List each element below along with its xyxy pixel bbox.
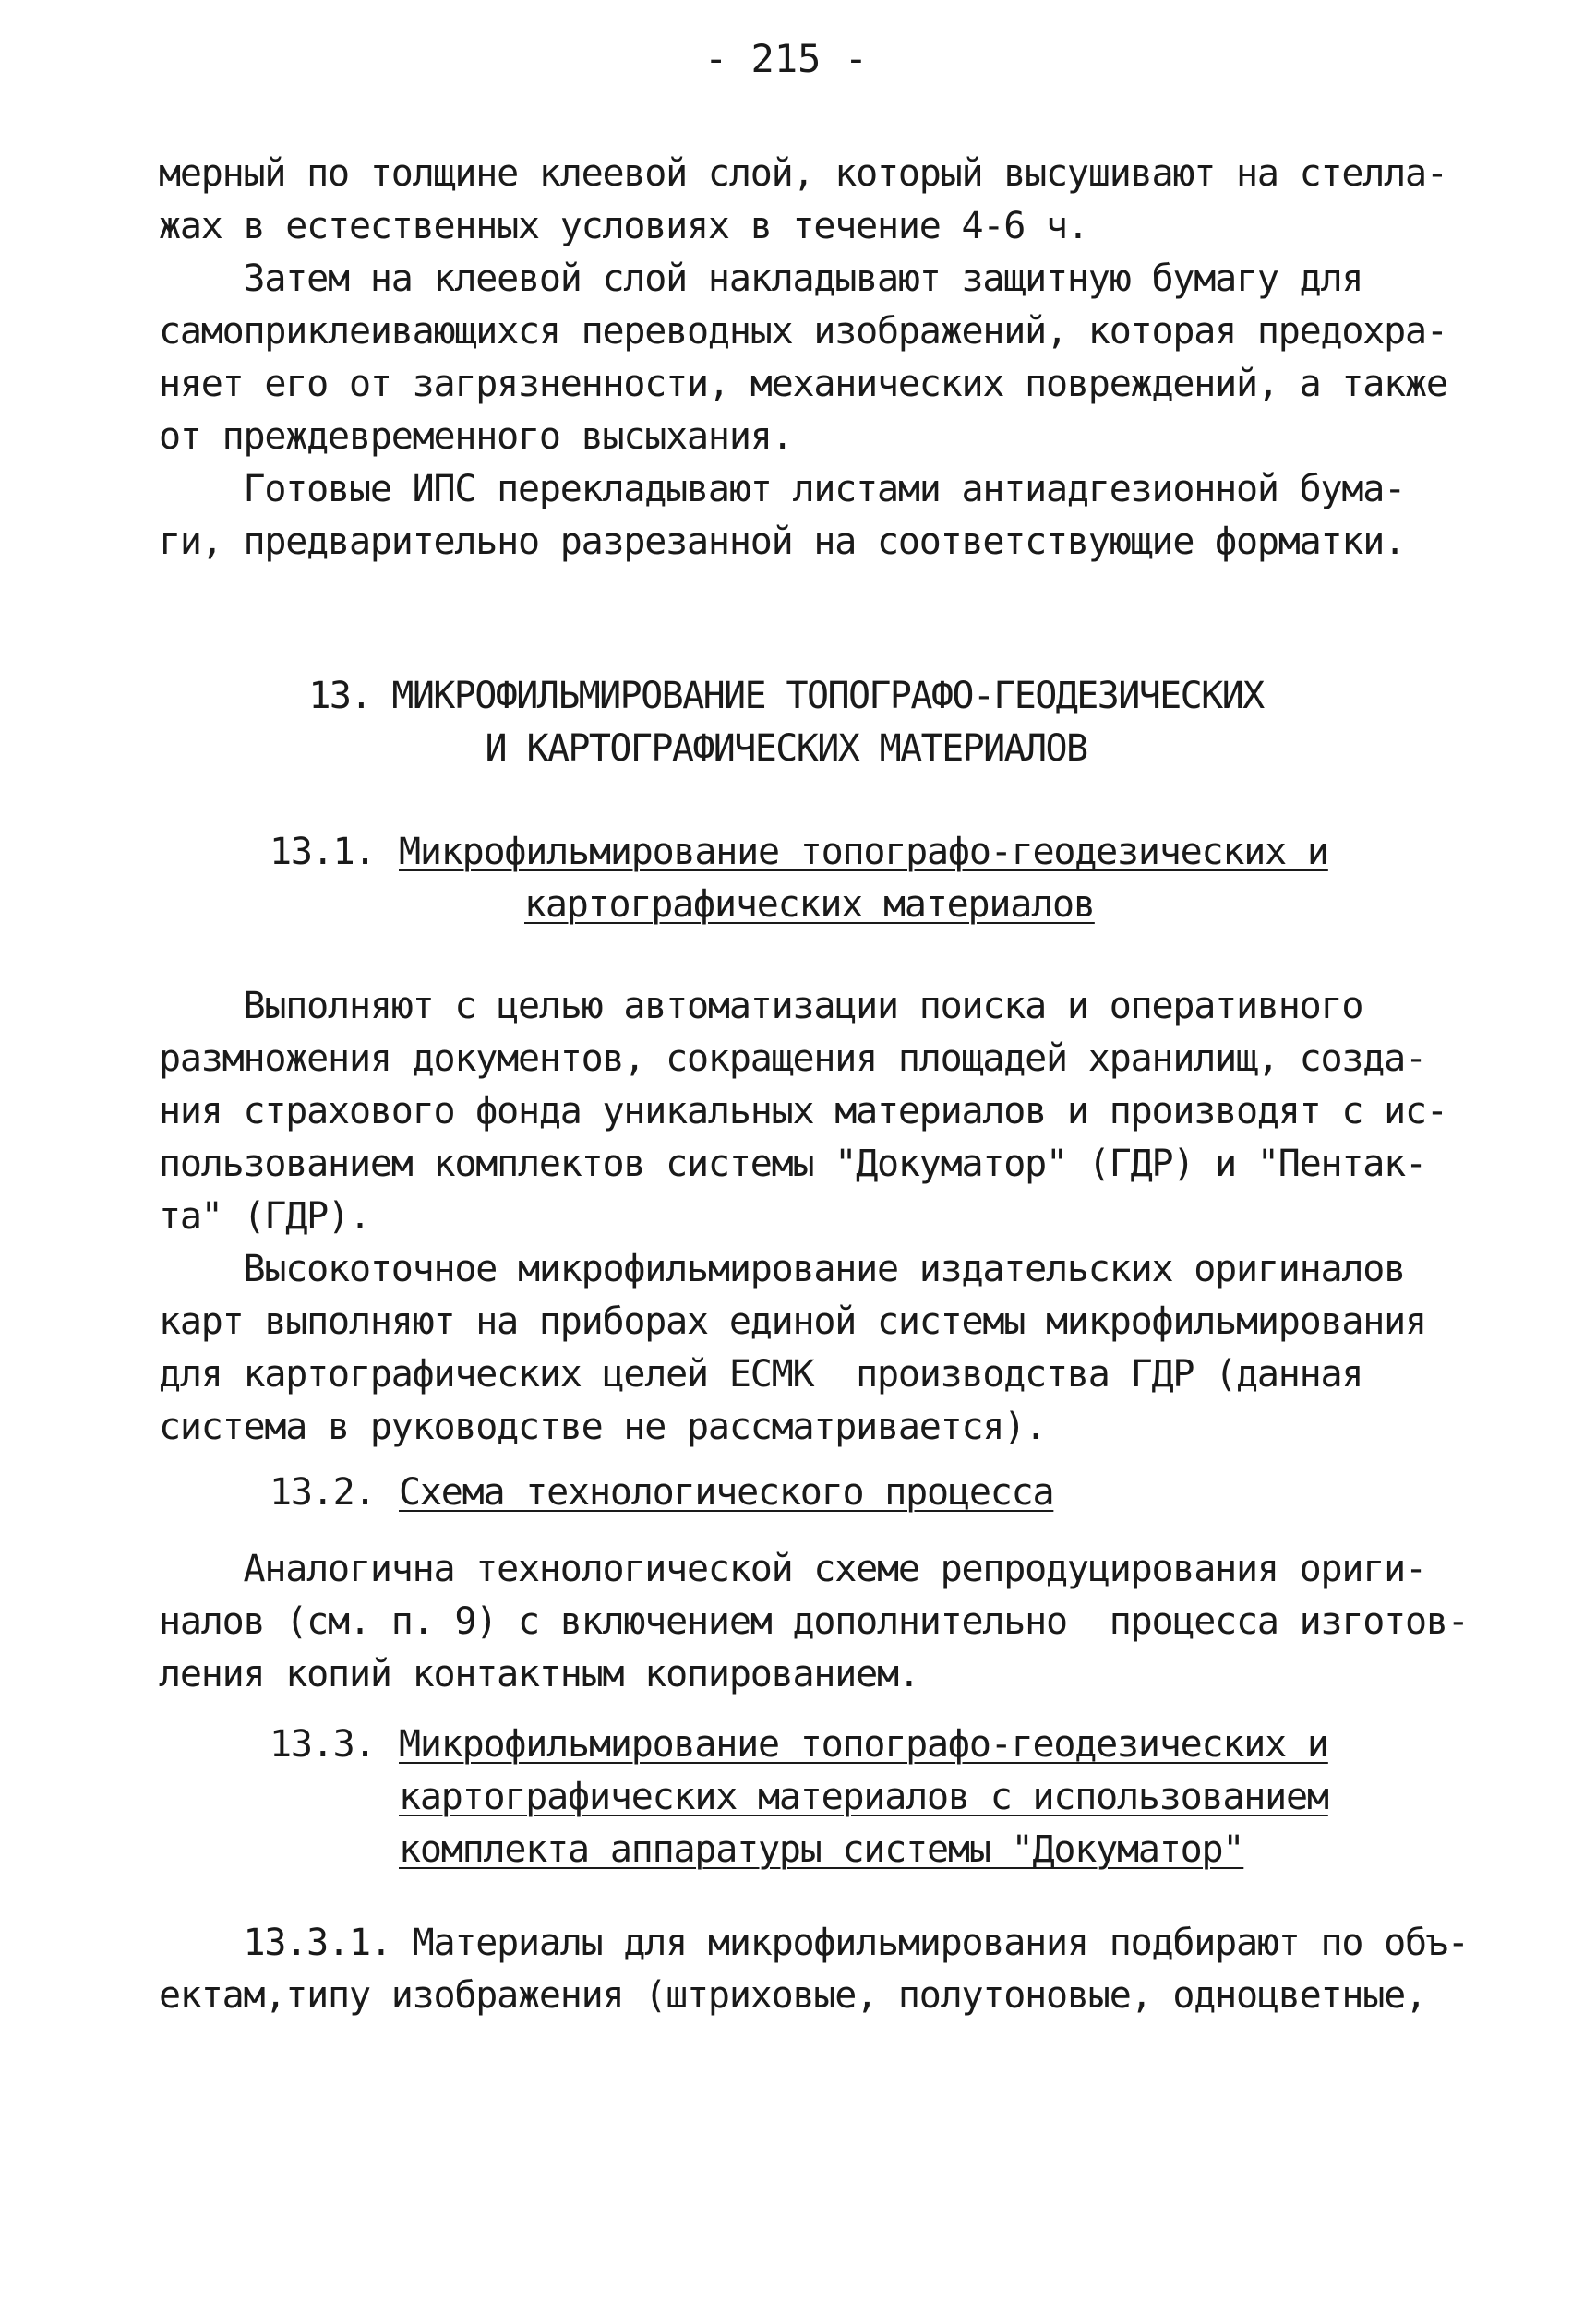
section-title: И КАРТОГРАФИЧЕСКИХ МАТЕРИАЛОВ [485,727,1087,770]
subsection-title [399,1824,1572,1875]
subsection-title [399,1771,1572,1823]
paragraph-line: пользованием комплектов системы "Докуматор" (ГДР) и "Пентак- [159,1143,1426,1185]
paragraph-line: жах в естественных условиях в течение 4-6 ч. [159,205,1088,247]
paragraph-line: няет его от загрязненности, механических повреждений, а также [159,363,1447,405]
paragraph-line: ги, предварительно разрезанной на соответствующие форматки. [159,521,1406,563]
paragraph-line: Готовые ИПС перекладывают листами антиадгезионной бума- [159,468,1406,510]
paragraph-line: Выполняют с целью автоматизации поиска и оперативного [159,985,1363,1027]
subsection-number: 13.2. [270,1471,376,1514]
page-number: - 215 - [703,36,868,81]
paragraph-line: Затем на клеевой слой накладывают защитную бумагу для [159,258,1363,300]
section-title: 13. МИКРОФИЛЬМИРОВАНИЕ ТОПОГРАФО-ГЕОДЕЗИЧЕСКИХ [308,675,1264,717]
subsection-title-line: Схема технологического процесса [399,1471,1054,1514]
paragraph-line: система в руководстве не рассматривается). [159,1406,1047,1448]
paragraph-line: ния страхового фонда уникальных материалов и производят с ис- [159,1090,1447,1132]
paragraph-line: для картографических целей ЕСМК производства ГДР (данная [159,1353,1363,1396]
subsection-title [399,826,1572,878]
paragraph-line: ектам,типу изображения (штриховые, полутоновые, одноцветные, [159,1974,1426,2017]
subsection-number: 13.3. [270,1723,376,1766]
subsection-title-line: Микрофильмирование топографо-геодезических и [399,1723,1328,1766]
paragraph-line: Аналогична технологической схеме репродуцирования ориги- [159,1548,1426,1590]
subsection-title-line: Микрофильмирование топографо-геодезических и [399,831,1328,873]
subsection-title [524,879,1572,930]
paragraph-line: самоприклеивающихся переводных изображений, которая предохра- [159,310,1447,353]
subsection-title-line: комплекта аппаратуры системы "Докуматор" [399,1828,1244,1871]
paragraph-line: та" (ГДР). [159,1195,370,1238]
paragraph-line: Высокоточное микрофильмирование издательских оригиналов [159,1248,1406,1290]
paragraph-line: размножения документов, сокращения площадей хранилищ, созда- [159,1037,1426,1080]
subsection-title-line: картографических материалов с использованием [399,1776,1328,1818]
subsection-title-line: картографических материалов [524,883,1095,926]
paragraph-line: 13.3.1. Материалы для микрофильмирования подбирают по объ- [159,1922,1469,1964]
subsection-number: 13.1. [270,831,376,873]
subsection-title [399,1719,1572,1770]
paragraph-line: мерный по толщине клеевой слой, который высушивают на стелла- [159,152,1447,195]
paragraph-line: от преждевременного высыхания. [159,415,793,458]
paragraph-line: карт выполняют на приборах единой системы микрофильмирования [159,1300,1426,1343]
paragraph-line: ления копий контактным копированием. [159,1653,919,1695]
paragraph-line: налов (см. п. 9) с включением дополнительно процесса изготов- [159,1600,1469,1643]
subsection-title [399,1467,1572,1518]
